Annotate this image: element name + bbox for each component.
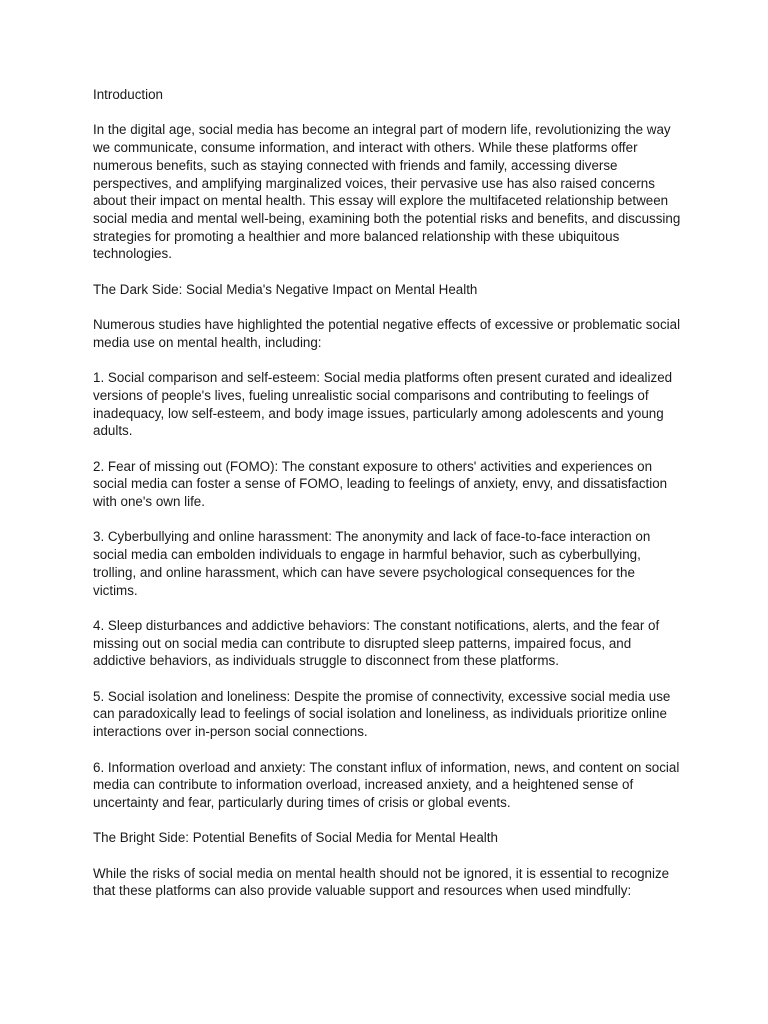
document-body	[93, 86, 683, 918]
list-item-6: 6. Information overload and anxiety: The constant influx of information, news, and content on social media can contribute to information overload, increased anxiety, and a heightened sense of uncertainty and fear, particularly during times of crisis or global events.	[93, 759, 680, 810]
intro-paragraph: In the digital age, social media has become an integral part of modern life, revolutionizing the way we communicate, consume information, and interact with others. While these platforms offer numerous benefits, such as staying connected with friends and family, accessing diverse perspectives, and amplifying marginalized voices, their pervasive use has also raised concerns about their impact on mental health. This essay will explore the multifaceted relationship between social media and mental well-being, examining both the potential risks and benefits, and discussing strategies for promoting a healthier and more balanced relationship with these ubiquitous technologies.	[93, 122, 681, 262]
dark-side-intro: Numerous studies have highlighted the potential negative effects of excessive or problematic social media use on mental health, including:	[93, 317, 681, 350]
bright-side-heading: The Bright Side: Potential Benefits of Social Media for Mental Health	[93, 830, 498, 846]
list-item-4: 4. Sleep disturbances and addictive behaviors: The constant notifications, alerts, and the fear of missing out on social media can contribute to disrupted sleep patterns, impaired focus, and addictive behaviors, as individuals struggle to disconnect from these platforms.	[93, 617, 660, 669]
list-item-3: 3. Cyberbullying and online harassment: The anonymity and lack of face-to-face interaction on social media can embolden individuals to engage in harmful behavior, such as cyberbullying, trolling, and online harassment, which can have severe psychological consequences for the victims.	[93, 529, 651, 598]
bright-side-intro: While the risks of social media on mental health should not be ignored, it is essential to recognize that these platforms can also provide valuable support and resources when used mindfully:	[93, 865, 670, 899]
intro-heading: Introduction	[93, 87, 163, 102]
dark-side-heading: The Dark Side: Social Media's Negative Impact on Mental Health	[93, 281, 478, 297]
list-item-5: 5. Social isolation and loneliness: Despite the promise of connectivity, excessive social media use can paradoxically lead to feelings of social isolation and loneliness, as individuals prioritize online interactions over in-person social connections.	[93, 688, 671, 740]
list-item-1: 1. Social comparison and self-esteem: Social media platforms often present curated and idealized versions of people's lives, fueling unrealistic social comparisons and contributing to feelings of inadequacy, low self-esteem, and body image issues, particularly among adolescents and young adults.	[93, 370, 673, 439]
list-item-2: 2. Fear of missing out (FOMO): The constant exposure to others' activities and experiences on social media can foster a sense of FOMO, leading to feelings of anxiety, envy, and dissatisfaction with one's own life.	[93, 458, 668, 510]
